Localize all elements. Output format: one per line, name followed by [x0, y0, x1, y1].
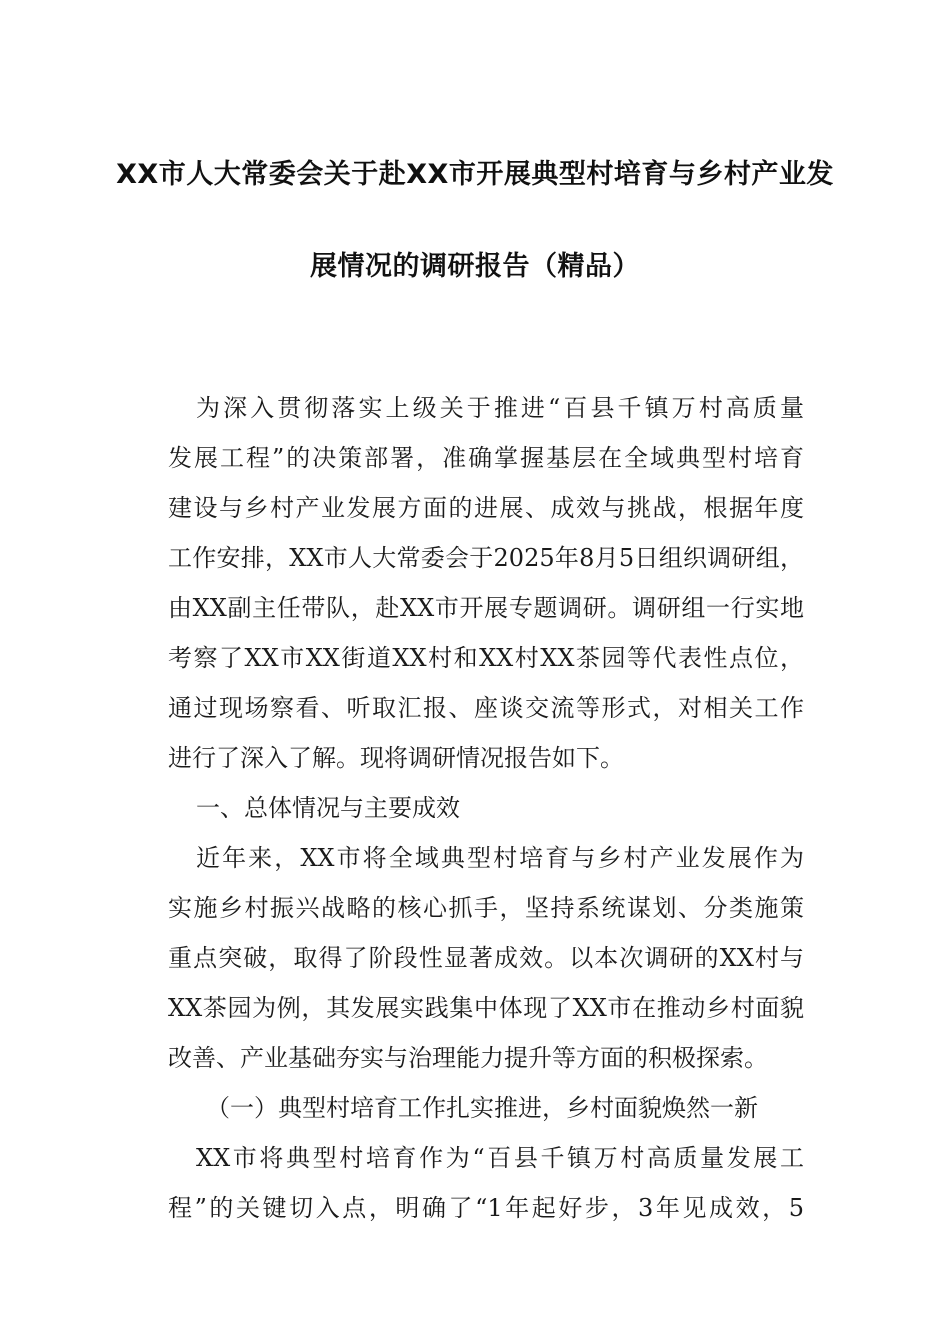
section-heading: 一、总体情况与主要成效 [196, 794, 460, 822]
paragraph-line: 改善、产业基础夯实与治理能力提升等方面的积极探索。 [168, 1044, 768, 1072]
paragraph-line: XX市将典型村培育作为“百县千镇万村高质量发展工 [196, 1144, 804, 1172]
document-title-line-2: 展情况的调研报告（精品） [310, 251, 640, 282]
paragraph-line: 程”的关键切入点，明确了“1年起好步，3年见成效，5 [168, 1194, 804, 1222]
paragraph-line: 进行了深入了解。现将调研情况报告如下。 [168, 744, 624, 772]
paragraph-line: 实施乡村振兴战略的核心抓手，坚持系统谋划、分类施策 [168, 894, 804, 922]
paragraph-line: 为深入贯彻落实上级关于推进“百县千镇万村高质量 [196, 394, 804, 422]
paragraph-line: 发展工程”的决策部署，准确掌握基层在全域典型村培育 [168, 444, 804, 472]
paragraph-line: XX茶园为例，其发展实践集中体现了XX市在推动乡村面貌 [168, 994, 804, 1022]
paragraph-line: 考察了XX市XX街道XX村和XX村XX茶园等代表性点位， [168, 644, 804, 672]
paragraph-line: 重点突破，取得了阶段性显著成效。以本次调研的XX村与 [168, 944, 804, 972]
paragraph-line: 建设与乡村产业发展方面的进展、成效与挑战，根据年度 [168, 494, 804, 522]
subsection-heading: （一）典型村培育工作扎实推进，乡村面貌焕然一新 [206, 1094, 758, 1122]
paragraph-line: 通过现场察看、听取汇报、座谈交流等形式，对相关工作 [168, 694, 804, 722]
document-title-line-1: XX市人大常委会关于赴XX市开展典型村培育与乡村产业发 [116, 159, 834, 190]
paragraph-line: 由XX副主任带队，赴XX市开展专题调研。调研组一行实地 [168, 594, 804, 622]
paragraph-line: 工作安排，XX市人大常委会于2025年8月5日组织调研组， [168, 544, 804, 572]
paragraph-line: 近年来，XX市将全域典型村培育与乡村产业发展作为 [196, 844, 804, 872]
